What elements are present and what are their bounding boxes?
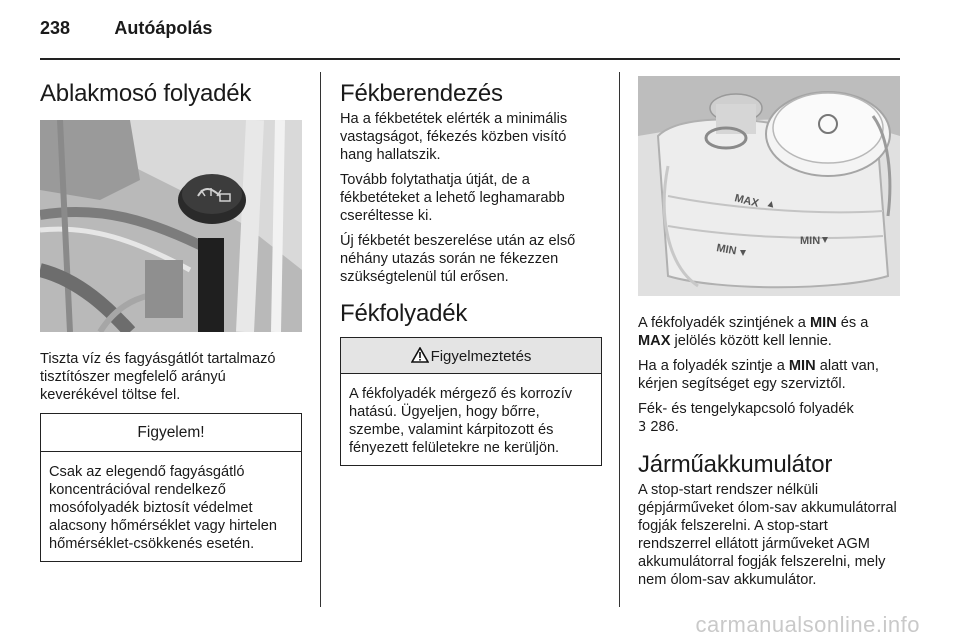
heading-brake-fluid: Fékfolyadék xyxy=(340,300,468,327)
warning-box xyxy=(340,337,602,466)
max-mark-label: MAX xyxy=(733,192,760,210)
brake-level-text: A fékfolyadék szintjének a MIN és a MAX jelölés között kell lennie. xyxy=(638,315,869,349)
min-mark-label-right: MIN xyxy=(800,235,821,247)
column-washer-fluid xyxy=(40,70,302,562)
min-label: MIN xyxy=(809,315,837,331)
washer-reservoir-photo xyxy=(40,120,302,332)
warning-title-row xyxy=(341,338,601,374)
column-brake-system xyxy=(340,70,602,466)
watermark: carmanualsonline.info xyxy=(695,612,920,637)
min-mark-label-left: MIN xyxy=(715,242,738,258)
min-label-2: MIN xyxy=(788,358,816,374)
column-divider-2 xyxy=(619,72,620,607)
warning-triangle-icon xyxy=(411,347,429,363)
reference-page-link[interactable]: 286. xyxy=(650,419,679,435)
brake-service-text: Ha a folyadék szintje a MIN alatt van, kérjen segítséget egy szerviztől. xyxy=(638,358,879,392)
section-title: Autóápolás xyxy=(114,18,213,38)
column-brake-fluid-level xyxy=(638,70,900,596)
page-number: 238 xyxy=(40,18,71,38)
page-header xyxy=(40,18,212,39)
brake-text-3: Új fékbetét beszerelése után az első néhány utazás során ne fékezzen szükségtelenül túl erősen. xyxy=(340,233,576,285)
brake-text-2: Tovább folytathatja útját, de a fékbetéteket a lehető leghamarabb cseréltesse ki. xyxy=(340,172,565,224)
notice-box xyxy=(40,413,302,562)
heading-brake-system: Fékberendezés xyxy=(340,80,503,107)
header-rule xyxy=(40,58,900,60)
notice-body: Csak az elegendő fagyásgátló koncentrációval rendelkező mosófolyadék biztosít védelmet alacsony hőmérséklet vagy hirtelen hőmérséklet-csökkenés esetén. xyxy=(49,464,277,552)
washer-fluid-text: Tiszta víz és fagyásgátlót tartalmazó tisztítószer megfelelő arányú keverékével töltse fel. xyxy=(40,351,276,403)
brake-fluid-reference: Fék- és tengelykapcsoló folyadék 3 286. xyxy=(638,401,854,435)
max-label: MAX xyxy=(638,333,671,349)
warning-title: Figyelmeztetés xyxy=(430,348,532,365)
battery-text: A stop-start rendszer nélküli gépjárműveket ólom-sav akkumulátorral fogják felszerelni. A stop-start rendszerrel ellátott járműveket AGM akkumulátorral fogják felszerelni, mely nem ólom-sav akkumulátor. xyxy=(638,482,897,588)
warning-body: A fékfolyadék mérgező és korrozív hatású. Ügyeljen, hogy bőrre, szembe, valamint kárpitozott és fényezett felületekre ne kerüljön. xyxy=(349,386,573,456)
heading-battery: Járműakkumulátor xyxy=(638,451,833,478)
column-divider-1 xyxy=(320,72,321,607)
heading-washer-fluid: Ablakmosó folyadék xyxy=(40,80,252,107)
notice-title: Figyelem! xyxy=(41,414,301,452)
brake-fluid-reservoir-photo xyxy=(638,76,900,296)
brake-text-1: Ha a fékbetétek elérték a minimális vastagságot, fékezés közben visító hang hallatszik. xyxy=(340,111,568,163)
reference-arrow-icon: 3 xyxy=(638,420,647,435)
